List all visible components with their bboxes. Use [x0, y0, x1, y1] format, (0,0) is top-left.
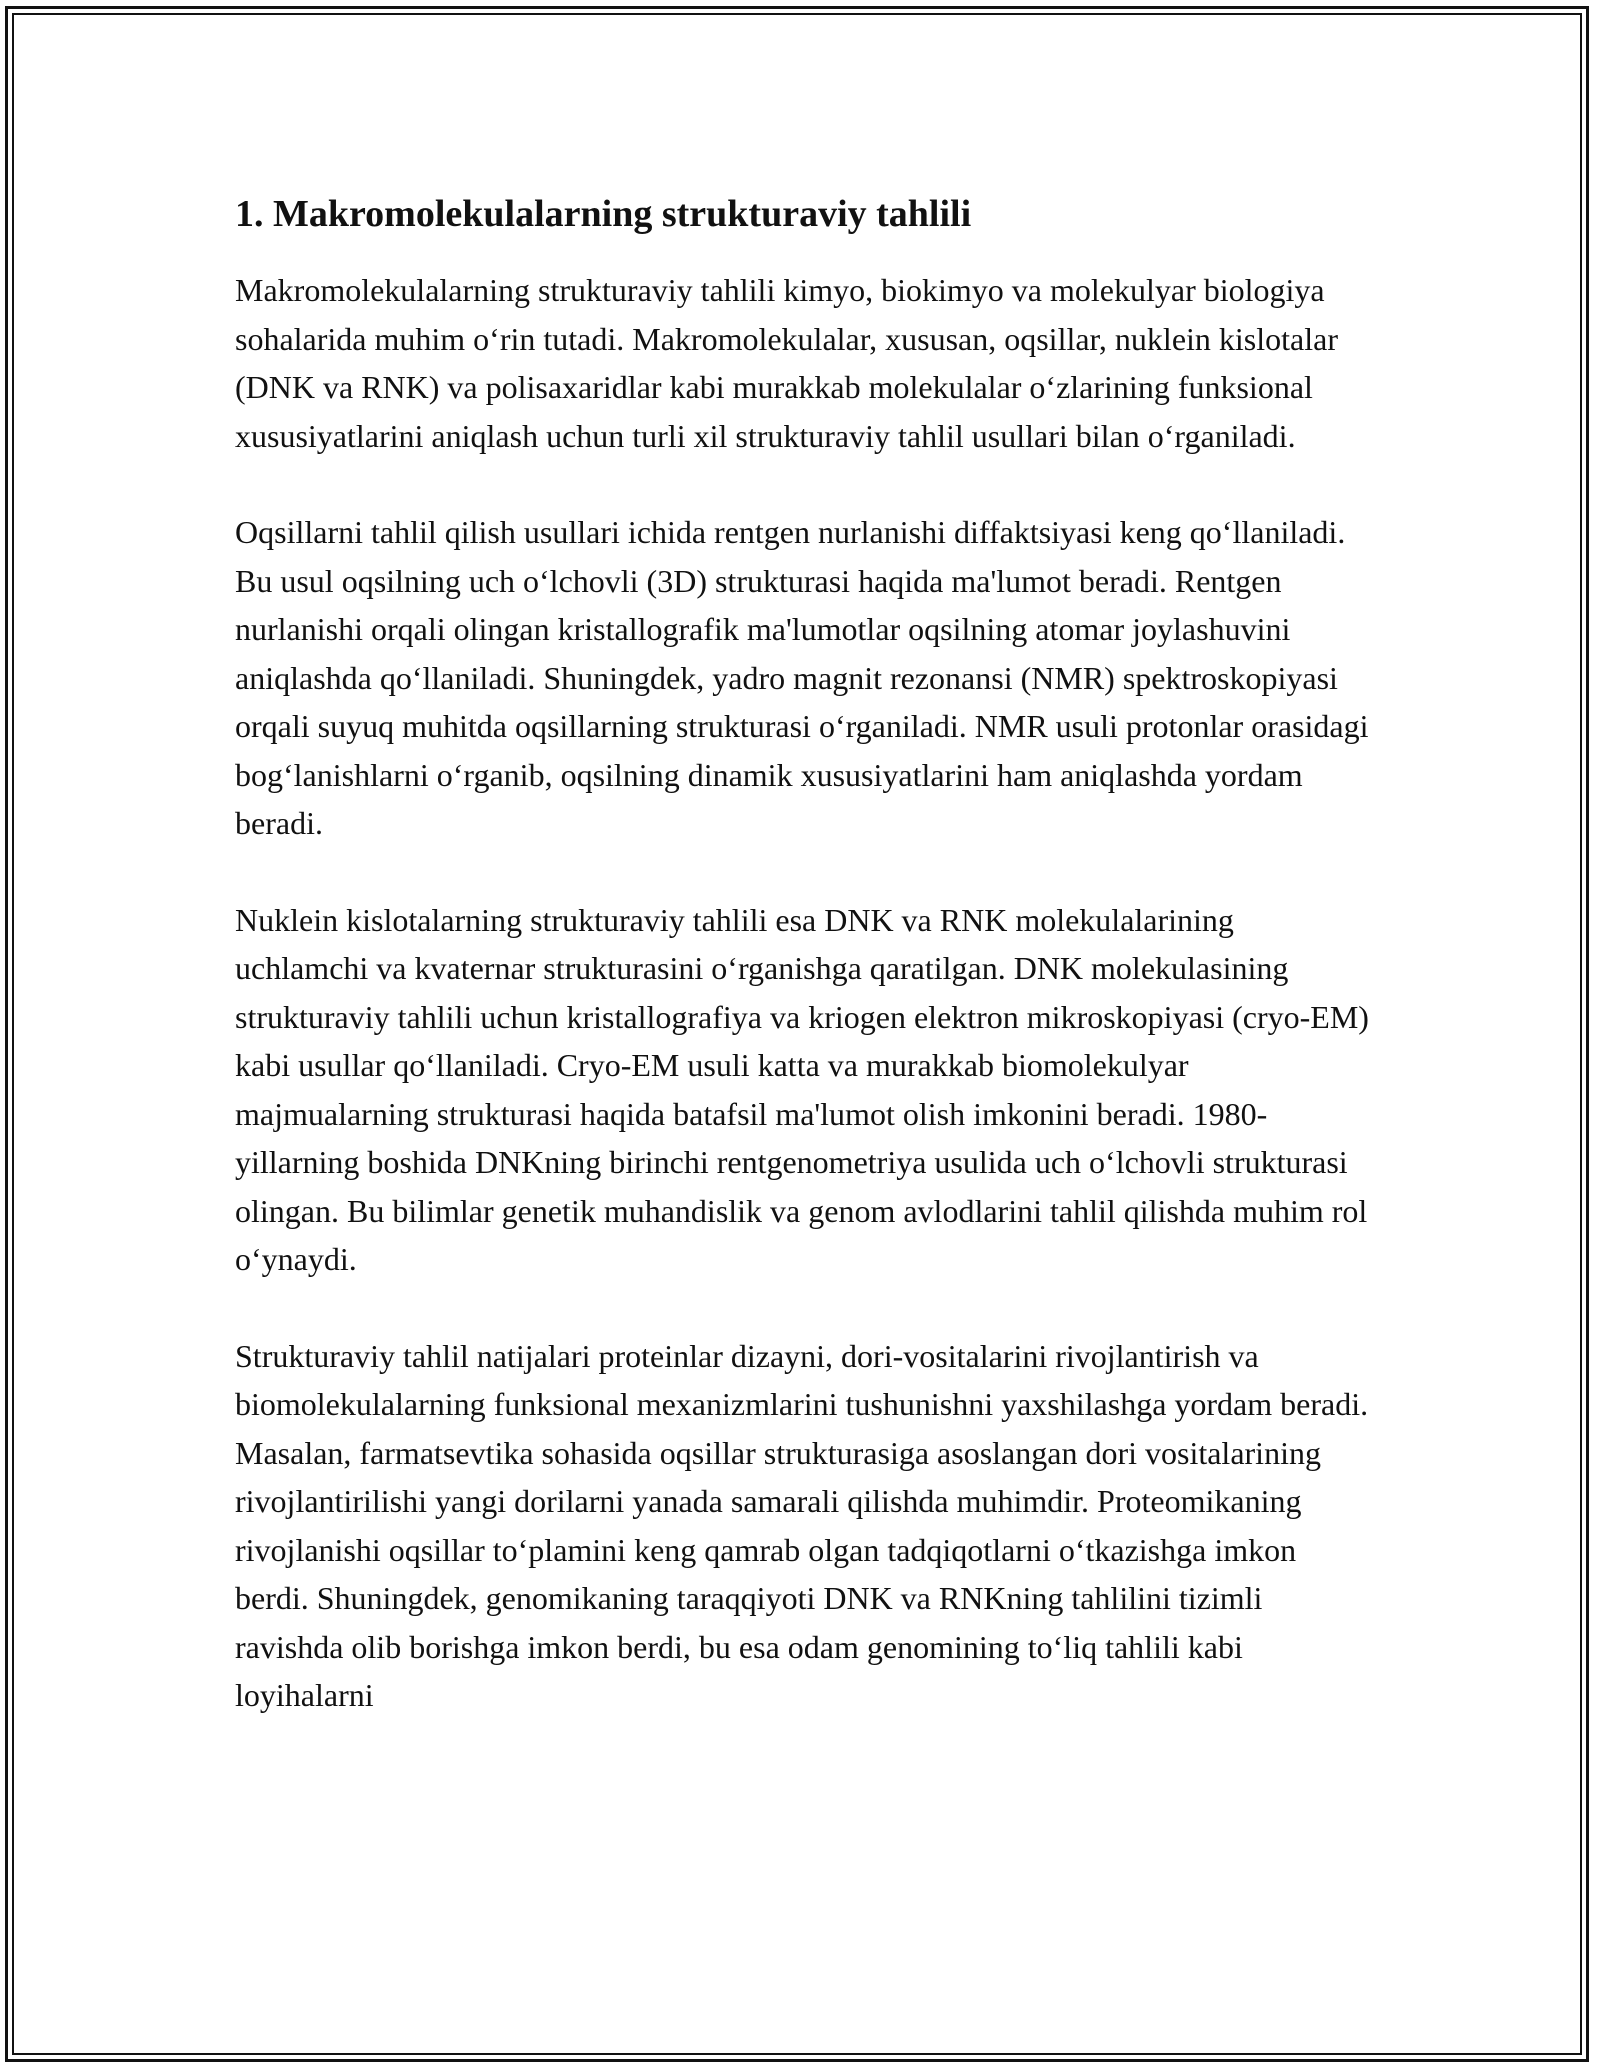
- document-body: [235, 186, 1370, 1720]
- section-heading: 1. Makromolekulalarning strukturaviy tahlili: [235, 193, 972, 235]
- paragraph-3: Nuklein kislotalarning strukturaviy tahlili esa DNK va RNK molekulalarining uchlamchi va kvaternar strukturasini o‘rganishga qaratilgan. DNK molekulasining strukturaviy tahlili uchun kristallografiya va kriogen elektron mikroskopiyasi (cryo-EM) kabi usullar qo‘llaniladi. Cryo-EM usuli katta va murakkab biomolekulyar majmualarning strukturasi haqida batafsil ma'lumot olish imkonini beradi. 1980-yillarning boshida DNKning birinchi rentgenometriya usulida uch o‘lchovli strukturasi olingan. Bu bilimlar genetik muhandislik va genom avlodlarini tahlil qilishda muhim rol o‘ynaydi.: [235, 901, 1369, 1277]
- paragraph-1: Makromolekulalarning strukturaviy tahlili kimyo, biokimyo va molekulyar biologiya sohalarida muhim o‘rin tutadi. Makromolekulalar, xususan, oqsillar, nuklein kislotalar (DNK va RNK) va polisaxaridlar kabi murakkab molekulalar o‘zlarining funksional xususiyatlarini aniqlash uchun turli xil strukturaviy tahlil usullari bilan o‘rganiladi.: [235, 272, 1338, 454]
- paragraph-4: Strukturaviy tahlil natijalari proteinlar dizayni, dori-vositalarini rivojlantirish va biomolekulalarning funksional mexanizmlarini tushunishni yaxshilashga yordam beradi. Masalan, farmatsevtika sohasida oqsillar strukturasiga asoslangan dori vositalarining rivojlantirilishi yangi dorilarni yanada samarali qilishda muhimdir. Proteomikaning rivojlanishi oqsillar to‘plamini keng qamrab olgan tadqiqotlarni o‘tkazishga imkon berdi. Shuningdek, genomikaning taraqqiyoti DNK va RNKning tahlilini tizimli ravishda olib borishga imkon berdi, bu esa odam genomining to‘liq tahlili kabi loyihalarni: [235, 1337, 1369, 1713]
- paragraph-2: Oqsillarni tahlil qilish usullari ichida rentgen nurlanishi diffaktsiyasi keng qo‘llaniladi. Bu usul oqsilning uch o‘lchovli (3D) strukturasi haqida ma'lumot beradi. Rentgen nurlanishi orqali olingan kristallografik ma'lumotlar oqsilning atomar joylashuvini aniqlashda qo‘llaniladi. Shuningdek, yadro magnit rezonansi (NMR) spektroskopiyasi orqali suyuq muhitda oqsillarning strukturasi o‘rganiladi. NMR usuli protonlar orasidagi bog‘lanishlarni o‘rganib, oqsilning dinamik xususiyatlarini ham aniqlashda yordam beradi.: [235, 514, 1369, 841]
